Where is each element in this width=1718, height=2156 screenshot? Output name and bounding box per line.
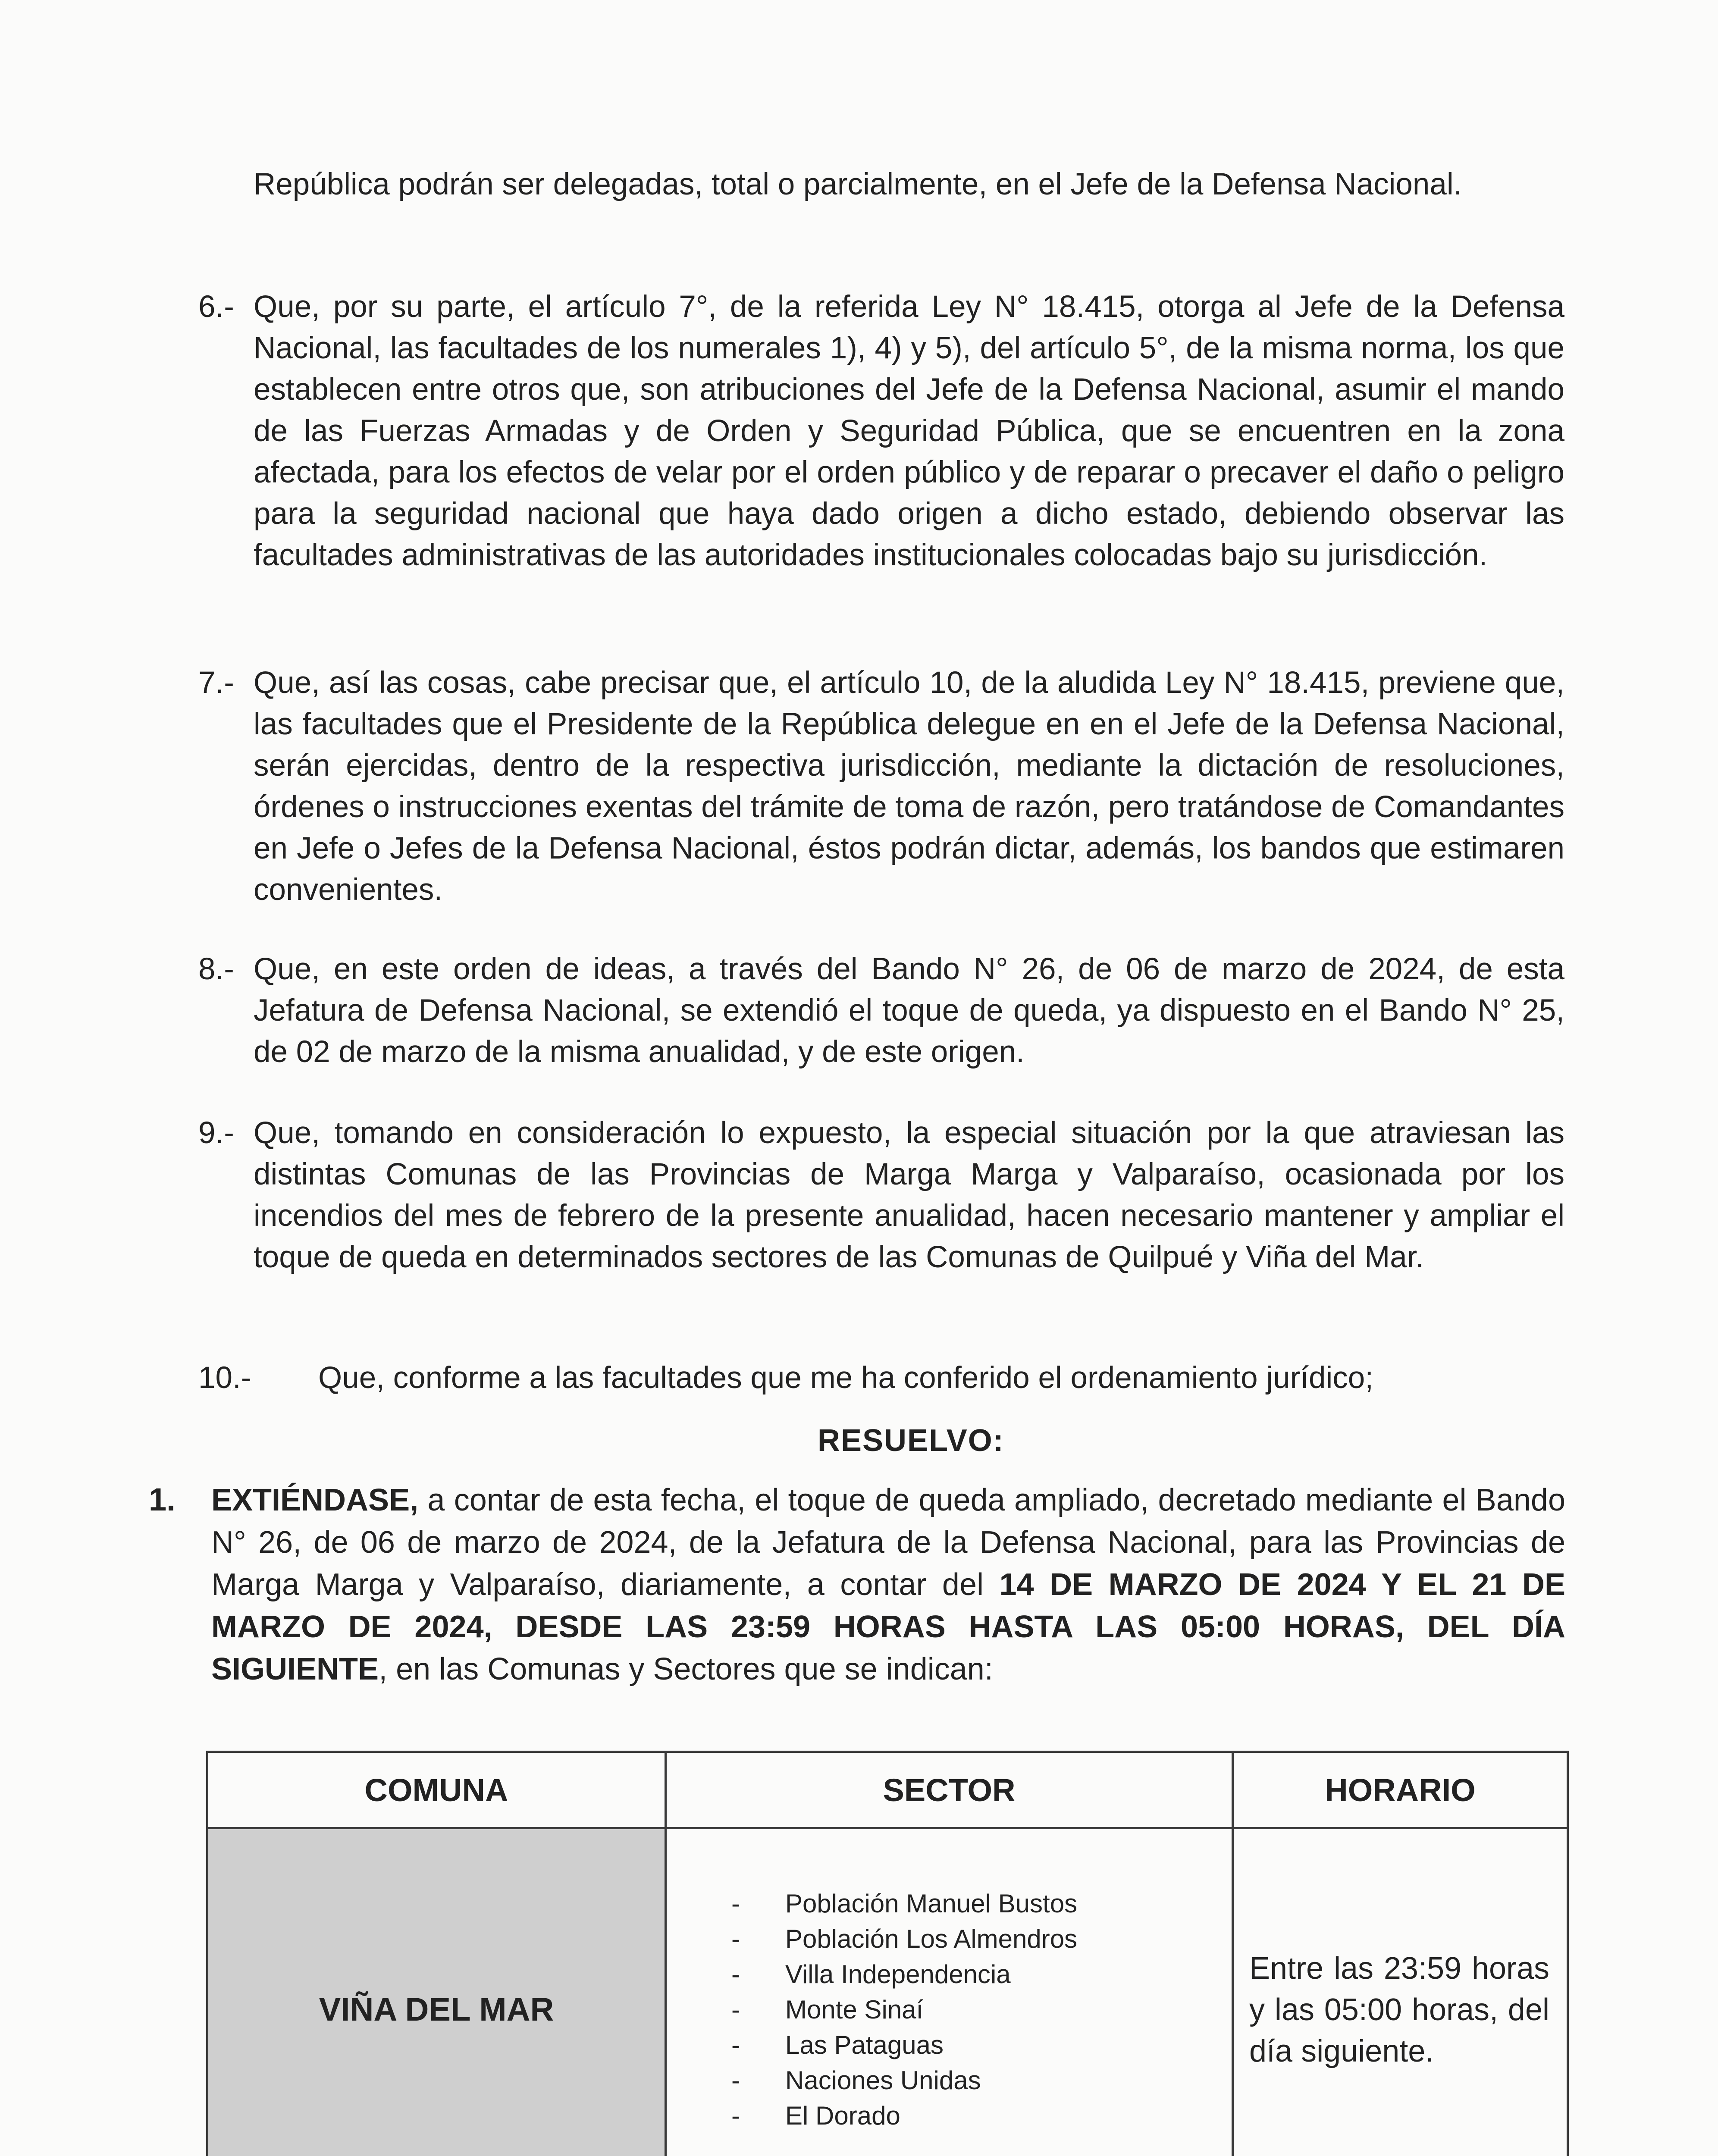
- header-horario: HORARIO: [1233, 1752, 1568, 1828]
- table-header-row: [207, 1752, 1568, 1828]
- list-item: - Población Los Almendros: [731, 1921, 1214, 1957]
- sector-list: [731, 1886, 1214, 2134]
- resolution-dates: 14 DE MARZO DE 2024 Y EL 21 DE MARZO DE 2024, DESDE LAS 23:59 HORAS HASTA LAS 05:00 HORAS, DEL DÍA SIGUIENTE: [211, 1567, 1565, 1686]
- resolution-heading: RESUELVO:: [818, 1423, 1004, 1458]
- considerando-number: 8.-: [198, 952, 234, 986]
- resolution-lead: EXTIÉNDASE,: [211, 1483, 419, 1517]
- considerando-text: Que, en este orden de ideas, a través del Bando N° 26, de 06 de marzo de 2024, de esta Jefatura de Defensa Nacional, se extendió el toque de queda, ya dispuesto en el Bando N° 25, de 02 de marzo de la misma anualidad, y de este origen.: [254, 952, 1564, 1069]
- considerando-number: 7.-: [198, 666, 234, 700]
- comuna-cell: VIÑA DEL MAR: [207, 1828, 666, 2156]
- resolution-body-b: , en las Comunas y Sectores que se indican:: [379, 1652, 993, 1686]
- considerando-number: 10.-: [198, 1361, 251, 1395]
- curfew-table: [206, 1751, 1569, 2156]
- resolution-number: 1.: [149, 1482, 176, 1517]
- horario-cell: Entre las 23:59 horas y las 05:00 horas, del día siguiente.: [1233, 1828, 1568, 2156]
- intro-paragraph: República podrán ser delegadas, total o parcialmente, en el Jefe de la Defensa Nacional.: [254, 167, 1462, 201]
- header-sector: SECTOR: [666, 1752, 1233, 1828]
- list-item: - Población Manuel Bustos: [731, 1886, 1214, 1921]
- list-item: - Las Pataguas: [731, 2028, 1214, 2063]
- considerando-number: 6.-: [198, 290, 234, 324]
- header-comuna: COMUNA: [207, 1752, 666, 1828]
- considerando-text: Que, así las cosas, cabe precisar que, el artículo 10, de la aludida Ley N° 18.415, previene que, las facultades que el Presidente de la República delegue en en el Jefe de la Defensa Nacional, serán ejercidas, dentro de la respectiva jurisdicción, mediante la dictación de resoluciones, órdenes o instrucciones exentas del trámite de toma de razón, pero tratándose de Comandantes en Jefe o Jefes de la Defensa Nacional, éstos podrán dictar, además, los bandos que estimaren convenientes.: [254, 666, 1564, 907]
- considerando-text: Que, tomando en consideración lo expuesto, la especial situación por la que atraviesan las distintas Comunas de las Provincias de Marga Marga y Valparaíso, ocasionada por los incendios del mes de febrero de la presente anualidad, hacen necesario mantener y ampliar el toque de queda en determinados sectores de las Comunas de Quilpué y Viña del Mar.: [254, 1116, 1564, 1274]
- considerando-text: Que, conforme a las facultades que me ha conferido el ordenamiento jurídico;: [318, 1361, 1373, 1395]
- resolution-text: [211, 1479, 1565, 1690]
- considerando-text: Que, por su parte, el artículo 7°, de la referida Ley N° 18.415, otorga al Jefe de la Defensa Nacional, las facultades de los numerales 1), 4) y 5), del artículo 5°, de la misma norma, los que establecen entre otros que, son atribuciones del Jefe de la Defensa Nacional, asumir el mando de las Fuerzas Armadas y de Orden y Seguridad Pública, que se encuentren en la zona afectada, para los efectos de velar por el orden público y de reparar o precaver el daño o peligro para la seguridad nacional que haya dado origen a dicho estado, debiendo observar las facultades administrativas de las autoridades institucionales colocadas bajo su jurisdicción.: [254, 290, 1564, 572]
- resolution-body-a: a contar de esta fecha, el toque de queda ampliado, decretado mediante el Bando N° 26, de 06 de marzo de 2024, de la Jefatura de la Defensa Nacional, para las Provincias de Marga Marga y Valparaíso, diariamente, a contar del: [211, 1483, 1565, 1602]
- sector-cell: [666, 1828, 1233, 2156]
- table-row: [207, 1828, 1568, 2156]
- list-item: - El Dorado: [731, 2098, 1214, 2134]
- list-item: - Villa Independencia: [731, 1957, 1214, 1992]
- considerando-number: 9.-: [198, 1116, 234, 1150]
- list-item: - Monte Sinaí: [731, 1992, 1214, 2028]
- list-item: - Naciones Unidas: [731, 2063, 1214, 2098]
